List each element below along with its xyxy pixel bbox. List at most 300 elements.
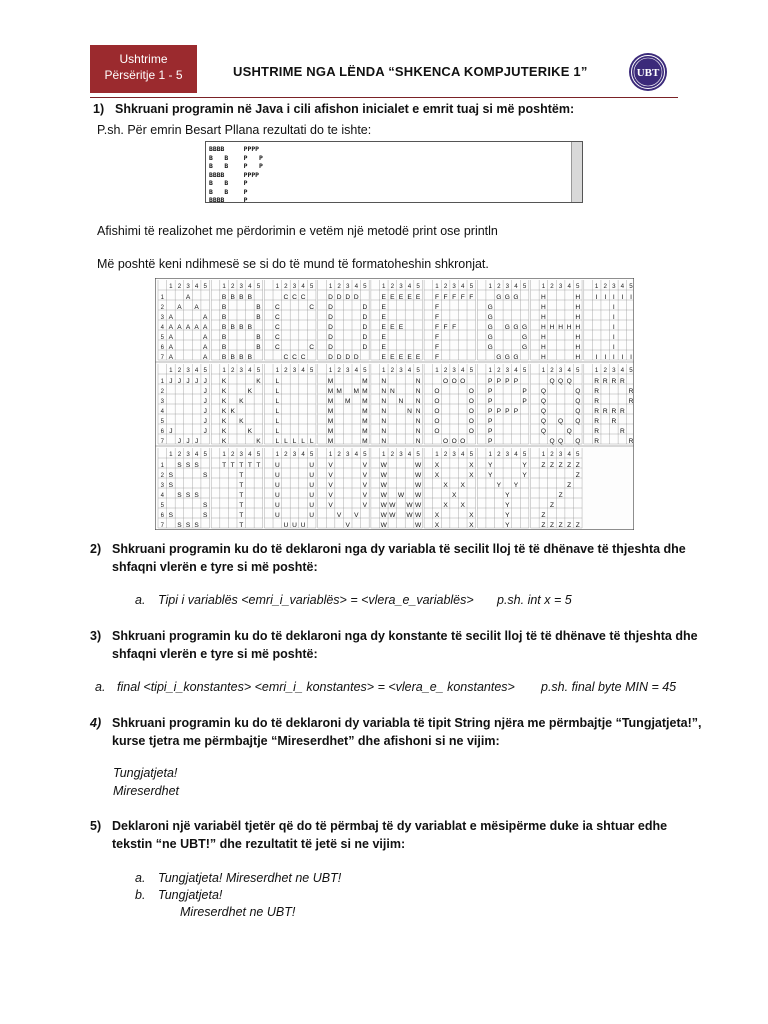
column-number: 2 <box>284 367 288 374</box>
letter-cell: N <box>381 387 387 395</box>
column-number: 4 <box>407 367 412 374</box>
letter-cell: E <box>381 353 386 361</box>
letter-cell: C <box>283 353 289 361</box>
letter-cell: A <box>203 353 208 361</box>
letter-cell: M <box>362 377 368 385</box>
letter-cell: L <box>275 407 280 415</box>
letter-cell: G <box>513 293 519 301</box>
column-number: 3 <box>239 283 243 290</box>
letter-cell: G <box>521 343 528 351</box>
letter-cell: I <box>612 343 615 351</box>
letter-cell: U <box>274 481 280 489</box>
letter-cell: N <box>407 407 412 415</box>
letter-cell: X <box>469 471 474 479</box>
letter-cell: J <box>169 427 173 435</box>
letter-cell: R <box>620 377 625 385</box>
row-number: 4 <box>160 408 164 415</box>
letter-cell: M <box>353 387 360 395</box>
column-number: 2 <box>497 367 501 374</box>
letter-cell: L <box>309 437 314 445</box>
letter-cell: Y <box>522 461 527 469</box>
letter-cell: R <box>594 427 600 435</box>
letter-cell: O <box>460 437 466 445</box>
question-text-line-1: Deklaroni një variabël tjetër që do të përmbaj të dy variablat e mësipërme duke ia shtuar edhe <box>112 819 668 833</box>
letter-cell: M <box>362 407 368 415</box>
column-number: 4 <box>194 451 199 458</box>
letter-cell: T <box>256 461 261 469</box>
column-number: 1 <box>541 367 546 374</box>
column-number: 5 <box>256 451 261 458</box>
letter-cell: E <box>390 353 395 361</box>
letter-cell: Z <box>541 461 546 469</box>
column-number: 1 <box>169 451 173 458</box>
letter-cell: C <box>300 293 306 301</box>
letter-cell: Z <box>541 521 546 529</box>
letter-cell: I <box>621 353 624 361</box>
letter-cell: P <box>488 397 493 405</box>
letter-cell: Y <box>496 481 501 489</box>
letter-cell: Q <box>549 437 555 445</box>
letter-cell: R <box>611 377 617 385</box>
column-number: 3 <box>345 451 350 458</box>
column-number: 1 <box>541 451 546 458</box>
section-badge <box>90 45 197 93</box>
letter-cell: U <box>274 461 280 469</box>
letter-cell: E <box>407 293 412 301</box>
letter-cell: X <box>451 491 457 499</box>
letter-cell: V <box>328 491 333 499</box>
letter-cell: O <box>434 427 440 435</box>
column-number: 2 <box>177 451 182 458</box>
column-number: 5 <box>522 451 527 458</box>
column-number: 3 <box>292 367 297 374</box>
question-text-line-1: Shkruani programin ku do të deklaroni nga dy konstante të secilit lloj të të dhënave të thjeshta dhe <box>112 629 698 643</box>
letter-cell: N <box>415 407 421 415</box>
letter-cell: Y <box>505 491 510 499</box>
letter-cell: L <box>292 437 297 445</box>
row-number: 6 <box>160 344 164 351</box>
letter-cell: F <box>434 293 440 301</box>
column-number: 5 <box>256 367 261 374</box>
letter-cell: O <box>460 377 466 385</box>
column-number: 1 <box>594 367 599 374</box>
letter-cell: U <box>274 471 280 479</box>
question-2 <box>90 540 686 576</box>
letter-cell: B <box>256 313 261 321</box>
column-number: 3 <box>505 451 510 458</box>
letter-cell: D <box>362 343 368 351</box>
letter-cell: Q <box>575 397 581 405</box>
column-number: 1 <box>275 451 280 458</box>
letter-cell: W <box>414 501 422 509</box>
column-number: 4 <box>567 451 571 458</box>
letter-cell: G <box>521 323 528 331</box>
letter-cell: W <box>406 501 413 509</box>
column-number: 5 <box>576 367 580 374</box>
console-output-window <box>205 141 583 203</box>
letter-cell: I <box>630 293 632 301</box>
column-number: 5 <box>469 367 474 374</box>
letter-cell: O <box>468 407 474 415</box>
letter-cell: B <box>256 333 261 341</box>
letter-cell: Z <box>550 521 555 529</box>
column-number: 4 <box>301 451 305 458</box>
question-5 <box>90 817 668 853</box>
letter-cell: Y <box>488 461 493 469</box>
letter-cell: M <box>327 437 334 445</box>
letter-cell: S <box>194 521 199 529</box>
letter-cell: Q <box>575 417 581 425</box>
column-number: 4 <box>461 283 465 290</box>
letter-cell: Z <box>550 461 555 469</box>
letter-cell: K <box>239 417 244 425</box>
row-number: 7 <box>160 522 164 529</box>
letter-cell: J <box>186 377 190 385</box>
column-number: 5 <box>522 283 527 290</box>
column-number: 2 <box>390 367 395 374</box>
row-number: 1 <box>160 462 164 469</box>
column-number: 3 <box>292 451 297 458</box>
letter-cell: P <box>488 387 493 395</box>
letter-cell: S <box>177 461 182 469</box>
letter-cell: M <box>344 397 351 405</box>
letter-cell: W <box>380 491 387 499</box>
q2-item-example: p.sh. int x = 5 <box>497 593 572 607</box>
letter-cell: W <box>406 511 413 519</box>
question-text-line-1: Shkruani programin ku do të deklaroni nga dy variabla të secilit lloj të të dhënave të thjeshta dhe <box>112 542 686 556</box>
letter-cell: C <box>283 293 289 301</box>
badge-line-2: Përsëritje 1 - 5 <box>104 68 183 82</box>
letter-cell: K <box>256 377 261 385</box>
letter-cell: I <box>595 293 598 301</box>
letter-cell: G <box>513 353 519 361</box>
column-number: 2 <box>550 451 554 458</box>
letter-cell: B <box>239 293 244 301</box>
letter-cell: U <box>309 501 315 509</box>
letter-cell: B <box>221 303 227 311</box>
column-number: 1 <box>169 367 173 374</box>
column-number: 4 <box>567 367 571 374</box>
q3-item-example: p.sh. final byte MIN = 45 <box>541 680 677 694</box>
column-number: 2 <box>337 367 341 374</box>
column-number: 4 <box>354 283 359 290</box>
q5-b-marker: b. <box>135 888 146 902</box>
column-number: 3 <box>345 283 350 290</box>
letter-cell: F <box>443 323 448 331</box>
letter-cell: U <box>274 511 280 519</box>
letter-cell: B <box>239 323 244 331</box>
letter-cell: H <box>541 303 546 311</box>
letter-cell: P <box>488 427 493 435</box>
column-number: 5 <box>309 283 314 290</box>
letter-cell: N <box>415 427 421 435</box>
letter-cell: U <box>309 471 315 479</box>
letter-cell: C <box>309 303 315 311</box>
letter-cell: Q <box>549 377 555 385</box>
letter-cell: L <box>275 437 280 445</box>
column-number: 2 <box>230 451 235 458</box>
letter-cell: X <box>469 461 474 469</box>
row-number: 2 <box>160 388 164 395</box>
letter-cell: V <box>336 511 342 519</box>
column-number: 1 <box>382 283 386 290</box>
letter-cell: Z <box>575 471 580 479</box>
letter-cell: P <box>513 377 519 385</box>
letter-cell: W <box>380 471 387 479</box>
letter-cell: E <box>381 333 386 341</box>
letter-cell: D <box>328 353 333 361</box>
letter-cell: P <box>496 377 501 385</box>
letter-cell: N <box>398 397 404 405</box>
q5-b-text-line-2: Mireserdhet ne UBT! <box>180 905 296 919</box>
letter-cell: N <box>415 437 421 445</box>
column-number: 2 <box>230 283 235 290</box>
letter-cell: G <box>521 333 528 341</box>
question-text-line-2: kurse tjetra me përmbajtje “Mireserdhet” dhe afishoni si ne vijim: <box>112 734 500 748</box>
letter-cell: A <box>194 303 199 311</box>
letter-cell: T <box>239 491 244 499</box>
letter-cell: I <box>604 353 607 361</box>
column-number: 3 <box>505 367 510 374</box>
q5-b-text-line-1: Tungjatjeta! <box>158 888 223 902</box>
letter-cell: Z <box>558 491 563 499</box>
column-number: 3 <box>239 367 243 374</box>
column-number: 1 <box>488 367 492 374</box>
row-number: 2 <box>160 304 164 311</box>
letter-cell: W <box>389 511 396 519</box>
letter-cell: G <box>513 323 519 331</box>
letter-cell: O <box>443 437 449 445</box>
console-output-text: BBBB PPPP B B P P B B P P BBBB PPPP B B P B B P BBBB P <box>209 145 263 204</box>
letter-cell: E <box>381 303 386 311</box>
row-number: 1 <box>160 378 164 385</box>
letter-cell: A <box>168 333 174 341</box>
letter-cell: B <box>247 353 253 361</box>
letter-cell: D <box>362 303 368 311</box>
letter-cell: H <box>575 303 581 311</box>
letter-cell: C <box>292 353 297 361</box>
letter-cell: O <box>468 427 474 435</box>
letter-cell: T <box>239 461 244 469</box>
letter-cell: Q <box>540 427 547 435</box>
letter-cell: O <box>468 387 474 395</box>
letter-cell: K <box>256 437 261 445</box>
row-number: 1 <box>160 294 164 301</box>
letter-cell: V <box>362 481 368 489</box>
letter-cell: N <box>381 427 387 435</box>
letter-cell: L <box>275 377 280 385</box>
letter-cell: Q <box>558 377 564 385</box>
letter-cell: Z <box>541 511 546 519</box>
q1-example: P.sh. Për emrin Besart Pllana rezultati do te ishte: <box>97 123 372 137</box>
letter-cell: L <box>275 427 280 435</box>
console-scrollbar[interactable] <box>571 142 582 202</box>
page-title: USHTRIME NGA LËNDA “SHKENCA KOMPJUTERIKE 1” <box>233 64 588 79</box>
letter-cell: H <box>541 353 546 361</box>
letter-cell: R <box>594 387 600 395</box>
letter-cell: A <box>194 323 199 331</box>
letter-cell: H <box>575 323 581 331</box>
column-number: 2 <box>284 451 288 458</box>
letter-cell: K <box>230 407 235 415</box>
letter-cell: B <box>247 323 253 331</box>
column-number: 4 <box>461 451 465 458</box>
column-number: 2 <box>337 283 341 290</box>
column-number: 4 <box>514 283 518 290</box>
letter-cell: J <box>169 377 173 385</box>
letter-cell: B <box>221 333 227 341</box>
letter-cell: P <box>505 377 510 385</box>
letter-cell: H <box>575 313 581 321</box>
letter-cell: P <box>488 417 493 425</box>
letter-cell: X <box>460 481 465 489</box>
letter-cell: H <box>558 323 563 331</box>
letter-cell: Y <box>505 511 510 519</box>
letter-cell: C <box>292 293 297 301</box>
letter-cell: N <box>381 417 387 425</box>
letter-cell: V <box>362 491 368 499</box>
letter-cell: S <box>194 491 199 499</box>
letter-cell: F <box>434 333 440 341</box>
letter-cell: J <box>194 377 199 385</box>
letter-cell: W <box>414 491 422 499</box>
letter-cell: S <box>177 521 182 529</box>
letter-cell: S <box>185 521 191 529</box>
column-number: 4 <box>194 367 199 374</box>
letter-cell: G <box>487 313 493 321</box>
letter-cell: F <box>434 313 440 321</box>
question-4 <box>90 714 702 750</box>
column-number: 4 <box>620 367 625 374</box>
letter-cell: Z <box>567 461 572 469</box>
letter-cell: A <box>203 333 208 341</box>
letter-cell: H <box>541 333 546 341</box>
letter-cell: I <box>612 333 615 341</box>
letter-cell: Q <box>566 377 572 385</box>
letter-cell: R <box>594 377 600 385</box>
column-number: 4 <box>354 367 359 374</box>
column-number: 2 <box>390 283 395 290</box>
column-number: 5 <box>203 367 207 374</box>
letter-cell: V <box>328 501 333 509</box>
letter-cell: K <box>221 437 227 445</box>
letter-cell: D <box>328 343 333 351</box>
q2-item-marker: a. <box>135 593 146 607</box>
letter-cell: V <box>362 461 368 469</box>
letter-cell: W <box>380 511 387 519</box>
column-number: 3 <box>186 367 190 374</box>
letter-cell: P <box>522 387 527 395</box>
letter-cell: G <box>496 293 502 301</box>
letter-cell: Z <box>558 461 563 469</box>
letter-cell: R <box>628 387 634 395</box>
letter-cell: B <box>221 343 227 351</box>
letter-cell: B <box>221 293 227 301</box>
letter-cell: H <box>575 293 581 301</box>
letter-cell: A <box>203 323 208 331</box>
column-number: 3 <box>399 367 403 374</box>
column-number: 2 <box>284 283 288 290</box>
letter-cell: I <box>630 353 632 361</box>
column-number: 3 <box>612 367 616 374</box>
q4-output-line-2: Mireserdhet <box>113 784 179 798</box>
letter-cell: A <box>168 323 174 331</box>
letter-cell: H <box>541 323 546 331</box>
letter-cell: C <box>274 323 280 331</box>
letter-cell: Q <box>540 387 547 395</box>
letter-cell: E <box>415 353 421 361</box>
letter-cell: J <box>203 407 207 415</box>
letter-cell: B <box>256 343 261 351</box>
column-number: 1 <box>435 451 439 458</box>
column-number: 1 <box>488 283 492 290</box>
question-3 <box>90 627 698 663</box>
letter-cell: F <box>434 343 440 351</box>
letter-cell: Z <box>550 501 555 509</box>
letter-cell: I <box>612 313 615 321</box>
letter-cell: O <box>443 377 449 385</box>
column-number: 4 <box>567 283 571 290</box>
column-number: 3 <box>399 283 403 290</box>
row-number: 6 <box>160 428 164 435</box>
letter-cell: B <box>221 313 227 321</box>
column-number: 5 <box>469 283 474 290</box>
row-number: 3 <box>160 482 164 489</box>
question-number: 1) <box>93 102 105 116</box>
letter-cell: E <box>381 313 386 321</box>
letter-cell: V <box>354 511 359 519</box>
question-number: 4) <box>90 716 102 730</box>
column-number: 1 <box>222 283 226 290</box>
column-number: 3 <box>239 451 243 458</box>
letter-cell: D <box>336 353 342 361</box>
letter-cell: P <box>505 407 510 415</box>
letter-cell: D <box>336 293 342 301</box>
letter-cell: W <box>414 461 422 469</box>
column-number: 1 <box>222 367 226 374</box>
letter-cell: G <box>487 323 493 331</box>
letter-cell: N <box>381 377 387 385</box>
letter-cell: N <box>381 397 387 405</box>
letter-cell: W <box>389 501 396 509</box>
letter-cell: S <box>185 461 191 469</box>
column-number: 4 <box>194 283 199 290</box>
letter-cell: K <box>221 377 227 385</box>
q1-help: Më poshtë keni ndihmesë se si do të mund të formatoheshin shkronjat. <box>97 257 489 271</box>
column-number: 1 <box>435 283 439 290</box>
column-number: 3 <box>186 451 190 458</box>
column-number: 5 <box>416 283 420 290</box>
letter-cell: F <box>443 293 448 301</box>
letter-cell: W <box>414 471 422 479</box>
letter-cell: E <box>381 293 386 301</box>
letter-cell: X <box>434 461 440 469</box>
q2-item-text: Tipi i variablës <emri_i_variablës> = <vlera_e_variablës> <box>158 593 474 607</box>
row-number: 5 <box>160 418 164 425</box>
letter-cell: E <box>398 353 404 361</box>
question-text-line-2: shfaqni vlerën e tyre si më poshtë: <box>112 560 318 574</box>
column-number: 5 <box>363 367 367 374</box>
letter-cell: W <box>397 491 405 499</box>
letter-cell: J <box>177 437 182 445</box>
letter-cell: M <box>362 427 368 435</box>
q1-note: Afishimi të realizohet me përdorimin e vetëm një metodë print ose println <box>97 224 498 238</box>
letter-cell: I <box>612 353 615 361</box>
letter-cell: G <box>504 323 510 331</box>
letter-cell: U <box>274 491 280 499</box>
column-number: 5 <box>416 451 420 458</box>
letter-cell: Q <box>540 417 547 425</box>
